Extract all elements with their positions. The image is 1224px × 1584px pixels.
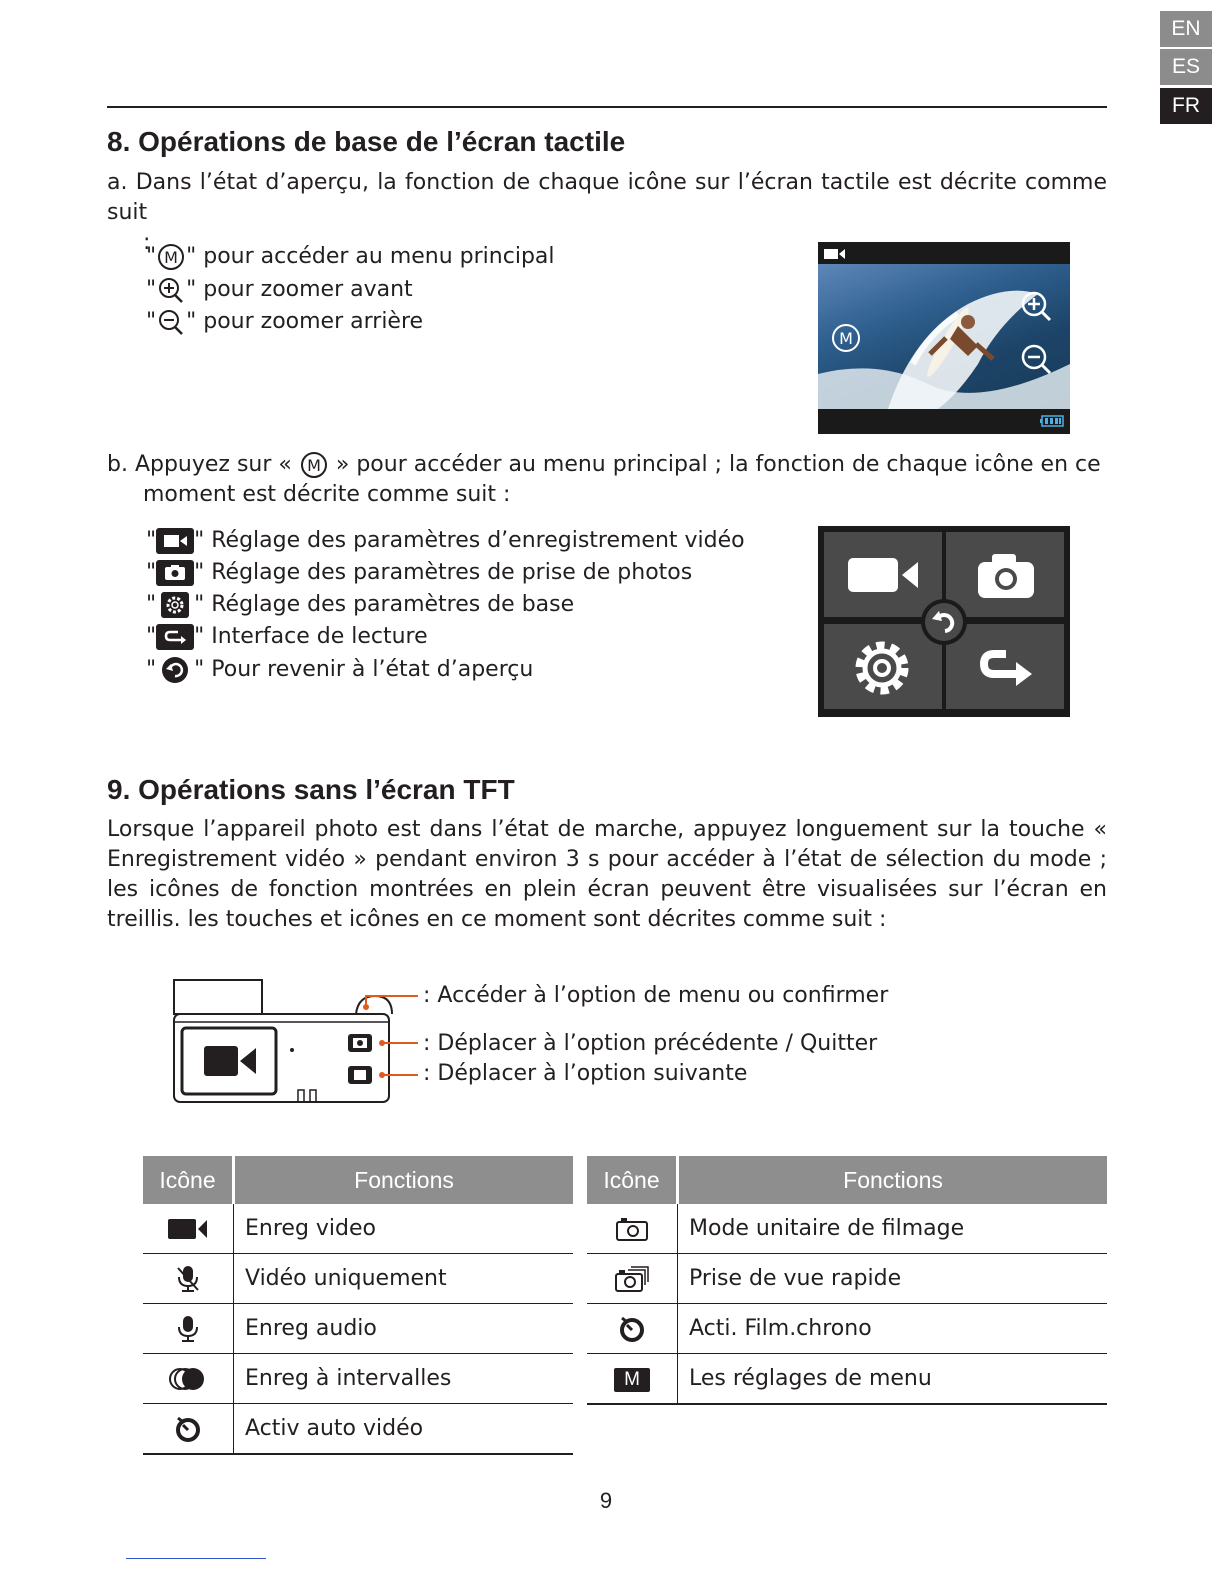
menu-item-photo: " " Réglage des paramètres de prise de photos xyxy=(146,560,693,585)
menu-item-text: Interface de lecture xyxy=(211,624,428,649)
page-number: 9 xyxy=(599,1488,613,1513)
table-row xyxy=(587,1354,1107,1405)
functions-table-right xyxy=(587,1156,1107,1405)
menu-item-text: Réglage des paramètres d’enregistrement vidéo xyxy=(211,528,745,553)
functions-table-left xyxy=(143,1156,573,1455)
timer-icon xyxy=(587,1304,678,1354)
menu-m-badge-icon xyxy=(587,1354,678,1405)
preview-item-text: pour zoomer avant xyxy=(203,277,413,302)
section-9-title: 9. Opérations sans l’écran TFT xyxy=(107,774,515,805)
header-icon: Icône xyxy=(587,1156,678,1204)
preview-item-zoom-out: " " pour zoomer arrière xyxy=(146,309,424,334)
header-icon: Icône xyxy=(143,1156,234,1204)
body-line: Enregistrement vidéo » pendant environ 3 s pour accéder à l’état de sélection du mode ; les xyxy=(107,847,1107,902)
menu-item-playback: " " Interface de lecture xyxy=(146,624,428,649)
menu-m-icon[interactable] xyxy=(830,322,862,354)
interval-icon xyxy=(143,1354,234,1404)
preview-item-zoom-in: " " pour zoomer avant xyxy=(146,277,413,302)
camera-label-next: : Déplacer à l’option suivante xyxy=(423,1061,748,1086)
battery-icon xyxy=(1040,415,1064,427)
table-cell-function: Mode unitaire de filmage xyxy=(678,1204,1108,1254)
table-cell-function: Enreg à intervalles xyxy=(234,1354,574,1404)
microphone-icon xyxy=(143,1304,234,1354)
table-row xyxy=(587,1204,1107,1254)
body-line: Lorsque l’appareil photo est dans l’état de marche, appuyez longuement sur la touche « xyxy=(107,817,1107,842)
menu-item-text: Pour revenir à l’état d’aperçu xyxy=(211,657,534,682)
top-rule xyxy=(107,106,1107,108)
menu-badge-label: M xyxy=(614,1368,650,1392)
table-cell-function: Acti. Film.chrono xyxy=(678,1304,1108,1354)
intro-b-text-1: b. Appuyez sur « xyxy=(107,452,292,477)
table-cell-function: Activ auto vidéo xyxy=(234,1404,574,1455)
preview-item-text: pour accéder au menu principal xyxy=(203,244,555,269)
zoom-out-icon xyxy=(156,308,186,336)
table-row xyxy=(143,1254,573,1304)
surfer-photo xyxy=(818,264,1070,409)
menu-item-text: Réglage des paramètres de prise de photos xyxy=(211,560,693,585)
table-row xyxy=(587,1304,1107,1354)
table-row xyxy=(143,1354,573,1404)
svg-text:M: M xyxy=(306,456,321,475)
table-row xyxy=(143,1204,573,1254)
main-menu-screen xyxy=(818,526,1070,717)
video-camera-icon xyxy=(156,528,194,554)
camera-label-previous: : Déplacer à l’option précédente / Quitter xyxy=(423,1031,878,1056)
table-cell-function: Vidéo uniquement xyxy=(234,1254,574,1304)
back-icon xyxy=(156,656,194,684)
language-tab-fr[interactable]: FR xyxy=(1160,88,1212,124)
svg-text:M: M xyxy=(164,248,179,267)
preview-item-text: pour zoomer arrière xyxy=(203,309,424,334)
mic-off-icon xyxy=(143,1254,234,1304)
intro-b-cont: moment est décrite comme suit : xyxy=(143,482,511,507)
section-9-body xyxy=(107,815,1107,935)
zoom-out-icon[interactable] xyxy=(1018,342,1054,378)
intro-a-cont: : xyxy=(143,230,151,255)
video-mode-icon xyxy=(824,248,846,260)
camera-diagram xyxy=(170,976,420,1106)
table-row xyxy=(143,1304,573,1354)
camera-label-confirm: : Accéder à l’option de menu ou confirmer xyxy=(423,983,889,1008)
table-cell-function: Enreg video xyxy=(234,1204,574,1254)
menu-item-back: " " Pour revenir à l’état d’aperçu xyxy=(146,657,534,682)
zoom-in-icon[interactable] xyxy=(1018,289,1054,325)
back-icon[interactable] xyxy=(919,597,969,647)
table-row xyxy=(587,1254,1107,1304)
footer-line xyxy=(126,1558,266,1559)
svg-text:M: M xyxy=(839,329,853,348)
menu-m-icon xyxy=(156,243,186,271)
menu-item-text: Réglage des paramètres de base xyxy=(211,592,575,617)
gear-icon xyxy=(156,592,194,618)
table-cell-function: Les réglages de menu xyxy=(678,1354,1108,1405)
intro-b-text-2: » pour accéder au menu principal ; la fonction de chaque icône en ce xyxy=(335,452,1101,477)
section-8-intro-b xyxy=(107,450,1107,510)
table-row xyxy=(143,1404,573,1455)
table-cell-function: Enreg audio xyxy=(234,1304,574,1354)
preview-item-menu: " M " pour accéder au menu principal xyxy=(146,244,555,269)
single-shot-icon xyxy=(587,1204,678,1254)
intro-a-text: a. Dans l’état d’aperçu, la fonction de chaque icône sur l’écran tactile est décrite comme suit xyxy=(107,170,1107,225)
zoom-in-icon xyxy=(156,276,186,304)
self-timer-icon xyxy=(143,1404,234,1455)
photo-camera-icon xyxy=(156,560,194,586)
language-tab-en[interactable]: EN xyxy=(1160,11,1212,47)
video-record-icon xyxy=(143,1204,234,1254)
preview-screen-image xyxy=(818,242,1070,434)
menu-item-video: " " Réglage des paramètres d’enregistrement vidéo xyxy=(146,528,745,553)
header-functions: Fonctions xyxy=(234,1156,574,1204)
language-tab-es[interactable]: ES xyxy=(1160,49,1212,85)
playback-icon xyxy=(156,624,194,650)
menu-m-icon xyxy=(299,451,329,479)
header-functions: Fonctions xyxy=(678,1156,1108,1204)
section-8-title: 8. Opérations de base de l’écran tactile xyxy=(107,126,626,157)
menu-item-settings: " " Réglage des paramètres de base xyxy=(146,592,575,617)
body-line: touches et icônes en ce moment sont décrites comme suit : xyxy=(225,907,887,932)
body-line: icônes de fonction montrées en plein écran peuvent être visualisées sur l’écran en treillis. les xyxy=(107,877,1107,932)
burst-shot-icon xyxy=(587,1254,678,1304)
table-cell-function: Prise de vue rapide xyxy=(678,1254,1108,1304)
